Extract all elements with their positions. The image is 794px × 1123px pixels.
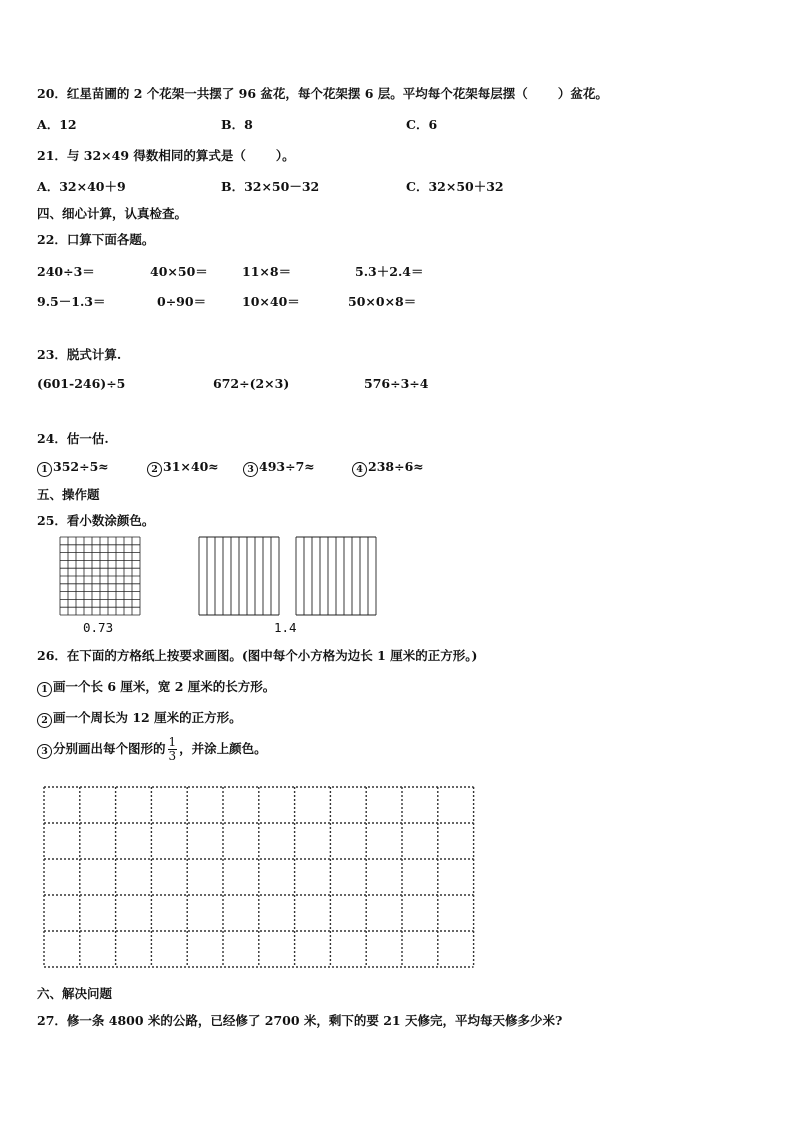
task-text: 画一个周长为 12 厘米的正方形。 — [53, 710, 242, 725]
task-text: 分别画出每个图形的 — [53, 741, 166, 756]
tenths-strip-square-1[interactable] — [198, 536, 280, 616]
task-item — [37, 708, 242, 728]
decimal-caption: 1.4 — [274, 620, 297, 635]
oral-calc-item: 11×8＝ — [242, 264, 292, 279]
estimate-text: 493÷7≈ — [259, 459, 315, 474]
task-text-end: ，并涂上颜色。 — [179, 741, 267, 756]
oral-calc-item: 10×40＝ — [242, 294, 300, 309]
estimate-item — [352, 459, 424, 477]
estimate-item — [147, 459, 219, 477]
circled-number-icon: 3 — [37, 744, 52, 759]
question-21 — [37, 146, 295, 164]
oral-calc-item: 50×0×8＝ — [348, 294, 417, 309]
section-4-heading: 四、细心计算，认真检查。 — [37, 206, 188, 221]
decimal-caption: 0.73 — [83, 620, 114, 635]
circled-number-icon: 1 — [37, 682, 52, 697]
question-20-text: 20．红星苗圃的 2 个花架一共摆了 96 盆花，每个花架摆 6 层。平均每个花架每层摆（ — [37, 86, 528, 101]
question-20 — [37, 84, 608, 102]
fraction — [168, 736, 178, 763]
hundred-grid[interactable] — [59, 536, 141, 616]
option-20-c[interactable]: C．6 — [406, 117, 438, 132]
circled-number-icon: 3 — [243, 462, 258, 477]
question-24-title: 24．估一估. — [37, 431, 109, 446]
circled-number-icon: 2 — [147, 462, 162, 477]
circled-number-icon: 1 — [37, 462, 52, 477]
estimate-item — [243, 459, 315, 477]
question-27: 27．修一条 4800 米的公路，已经修了 2700 米，剩下的要 21 天修完，平均每天修多少米? — [37, 1013, 563, 1028]
step-calc-item: 672÷(2×3) — [213, 376, 290, 391]
circled-number-icon: 4 — [352, 462, 367, 477]
step-calc-item: (601-246)÷5 — [37, 376, 126, 391]
estimate-text: 31×40≈ — [163, 459, 219, 474]
question-25-title: 25．看小数涂颜色。 — [37, 513, 155, 528]
estimate-text: 352÷5≈ — [53, 459, 109, 474]
step-calc-item: 576÷3÷4 — [364, 376, 429, 391]
option-20-a[interactable]: A．12 — [37, 117, 77, 132]
oral-calc-item: 240÷3＝ — [37, 264, 95, 279]
option-21-b[interactable]: B．32×50－32 — [221, 179, 320, 194]
oral-calc-item: 9.5－1.3＝ — [37, 294, 106, 309]
fraction-denominator: 3 — [168, 749, 177, 763]
tenths-strip-square-2[interactable] — [295, 536, 377, 616]
question-22-title: 22．口算下面各题。 — [37, 232, 155, 247]
oral-calc-item: 5.3＋2.4＝ — [355, 264, 424, 279]
estimate-item — [37, 459, 109, 477]
question-21-text-end: ）。 — [275, 148, 295, 163]
task-item — [37, 736, 267, 763]
circled-number-icon: 2 — [37, 713, 52, 728]
question-26-title: 26．在下面的方格纸上按要求画图。(图中每个小方格为边长 1 厘米的正方形。) — [37, 648, 478, 663]
oral-calc-item: 40×50＝ — [150, 264, 208, 279]
option-21-a[interactable]: A．32×40＋9 — [37, 179, 126, 194]
question-20-text-end: ）盆花。 — [557, 86, 608, 101]
estimate-text: 238÷6≈ — [368, 459, 424, 474]
task-item — [37, 677, 275, 697]
oral-calc-item: 0÷90＝ — [157, 294, 207, 309]
dotted-grid-paper[interactable] — [43, 786, 475, 968]
option-20-b[interactable]: B．8 — [221, 117, 253, 132]
question-21-text: 21．与 32×49 得数相同的算式是（ — [37, 148, 246, 163]
question-23-title: 23．脱式计算. — [37, 347, 122, 362]
section-6-heading: 六、解决问题 — [37, 986, 113, 1001]
section-5-heading: 五、操作题 — [37, 487, 100, 502]
fraction-numerator: 1 — [168, 735, 177, 749]
option-21-c[interactable]: C．32×50＋32 — [406, 179, 504, 194]
task-text: 画一个长 6 厘米，宽 2 厘米的长方形。 — [53, 679, 276, 694]
